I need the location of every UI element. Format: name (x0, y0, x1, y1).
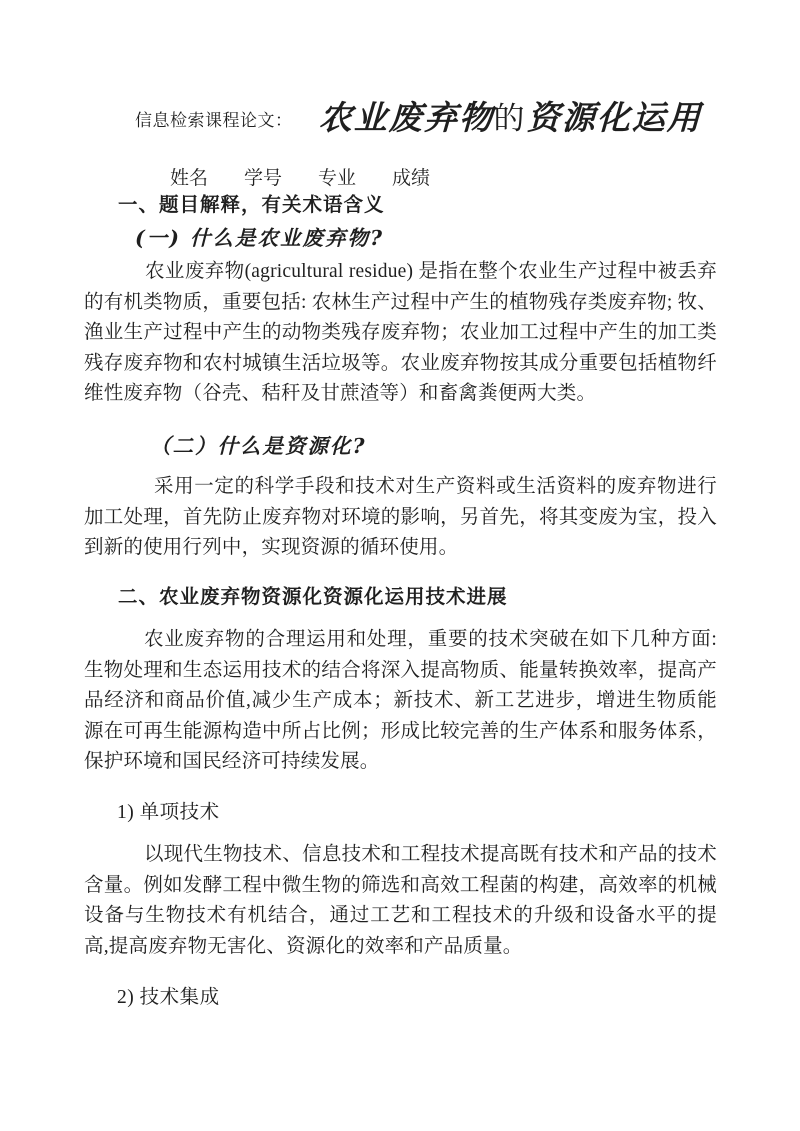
student-info-row (170, 163, 430, 190)
info-field-name: 姓名 (170, 168, 209, 189)
course-label: 信息检索课程论文： (135, 111, 293, 131)
list-item-single-technology: 1) 单项技术 (117, 802, 220, 823)
list-item-technology-integration: 2) 技术集成 (117, 987, 220, 1008)
main-title-part2: 的 (493, 101, 527, 136)
main-title-part3: 资源化运用 (525, 98, 703, 137)
paragraph-resource-utilization-definition: 采用一定的科学手段和技术对生产资料或生活资料的废弃物进行加工处理，首先防止废弃物对环境的影响，另首先，将其变废为宝，投入到新的使用行列中，实现资源的循环使用。 (84, 476, 717, 559)
info-field-major: 专业 (318, 168, 357, 189)
section-heading-1: 一、题目解释，有关术语含义 (118, 195, 385, 216)
info-field-student-id: 学号 (244, 168, 283, 189)
title-row (135, 100, 702, 136)
paragraph-technology-progress: 农业废弃物的合理运用和处理，重要的技术突破在如下几种方面: 生物处理和生态运用技术的结合将深入提高物质、能量转换效率，提高产品经济和商品价值,减少生产成本；新技术、新工艺进步，增进生物质能源在可再生能源构造中所占比例；形成比较完善的生产体系和服务体系，保护环境和国民经济可持续发展。 (84, 629, 717, 773)
info-field-grade: 成绩 (392, 168, 431, 189)
section-heading-2: 二、农业废弃物资源化资源化运用技术进展 (118, 587, 508, 608)
main-title-part1: 农业废弃物 (317, 98, 495, 137)
main-title (319, 100, 702, 136)
sub-heading-1-2: （二）什么是资源化? (150, 434, 367, 458)
paragraph-agricultural-waste-definition: 农业废弃物(agricultural residue) 是指在整个农业生产过程中被丢弃的有机类物质，重要包括: 农林生产过程中产生的植物残存类废弃物; 牧、渔业生产过程中产生的动物类残存废弃物；农业加工过程中产生的加工类残存废弃物和农村城镇生活垃圾等。农业废弃物按其成分重要包括植物纤维性废弃物（谷壳、秸秆及甘蔗渣等）和畜禽粪便两大类。 (84, 261, 717, 405)
sub-heading-1-1: (一) 什么是农业废弃物? (135, 226, 385, 250)
paragraph-single-technology-detail: 以现代生物技术、信息技术和工程技术提高既有技术和产品的技术含量。例如发酵工程中微生物的筛选和高效工程菌的构建，高效率的机械设备与生物技术有机结合，通过工艺和工程技术的升级和设备水平的提高,提高废弃物无害化、资源化的效率和产品质量。 (84, 844, 717, 957)
